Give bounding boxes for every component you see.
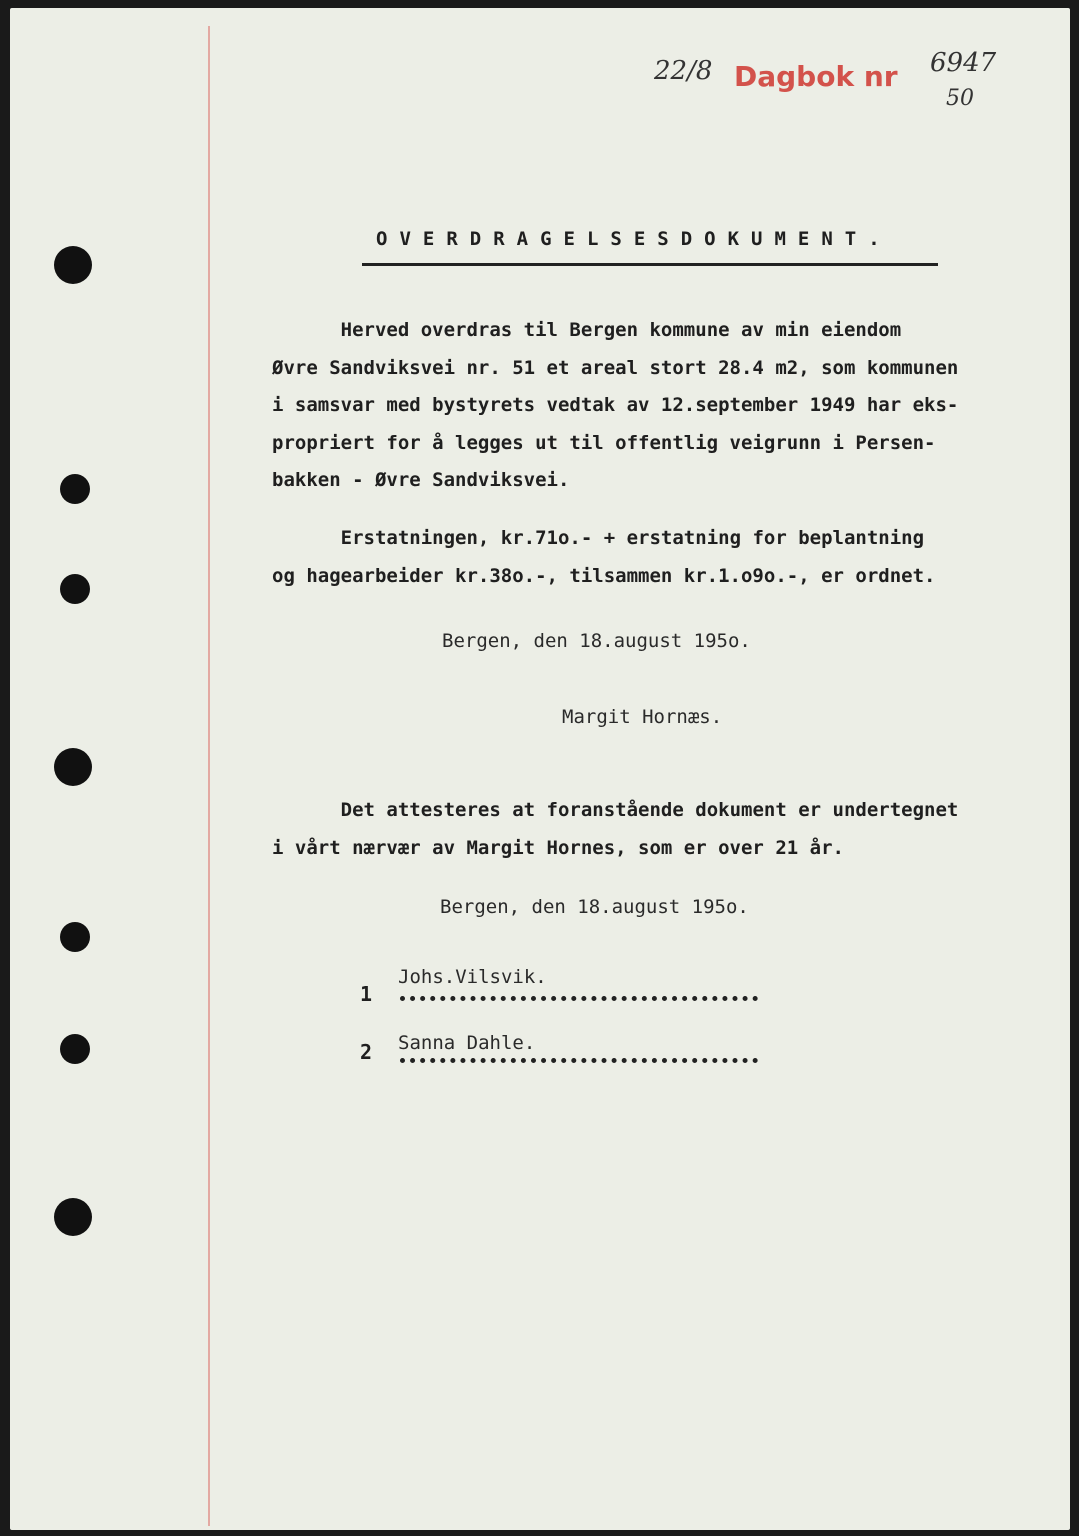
handwritten-year: 50 [946,86,974,111]
punch-hole-icon [60,574,90,604]
punch-hole-icon [54,1198,92,1236]
title-underline [362,263,938,266]
signature-dotted-line [400,1058,758,1063]
compensation-paragraph: Erstatningen, kr.71o.- + erstatning for beplantning og hagearbeider kr.38o.-, tilsammen kr.1.o9o.-, er ordnet. [272,527,936,587]
witness-number: 2 [360,1040,373,1064]
punch-hole-icon [60,474,90,504]
journal-stamp: Dagbok nr [734,60,898,93]
transfer-paragraph: Herved overdras til Bergen kommune av min eiendom Øvre Sandviksvei nr. 51 et areal stort 28.4 m2, som kommunen i samsvar med bystyrets vedtak av 12.september 1949 har eks- propriert for å legges ut til offentlig veigrunn i Persen- bakken - Øvre Sandviksvei. [272,319,959,491]
attestation-paragraph: Det attesteres at foranstående dokument er undertegnet i vårt nærvær av Margit Hornes, som er over 21 år. [272,799,959,859]
witness-number: 1 [360,982,373,1006]
witness-name: Johs.Vilsvik. [398,966,547,988]
signature: Margit Hornæs. [562,706,723,728]
punch-hole-icon [60,922,90,952]
punch-hole-icon [54,748,92,786]
place-date-2: Bergen, den 18.august 195o. [440,896,749,918]
document-title: OVERDRAGELSESDOKUMENT. [376,228,892,250]
witness-name: Sanna Dahle. [398,1032,536,1054]
red-margin-line [208,26,210,1526]
place-date-1: Bergen, den 18.august 195o. [442,630,751,652]
handwritten-journal-number: 6947 [930,48,997,78]
document-page [10,8,1070,1530]
signature-dotted-line [400,996,758,1001]
handwritten-date: 22/8 [654,56,713,86]
punch-hole-icon [54,246,92,284]
punch-hole-icon [60,1034,90,1064]
